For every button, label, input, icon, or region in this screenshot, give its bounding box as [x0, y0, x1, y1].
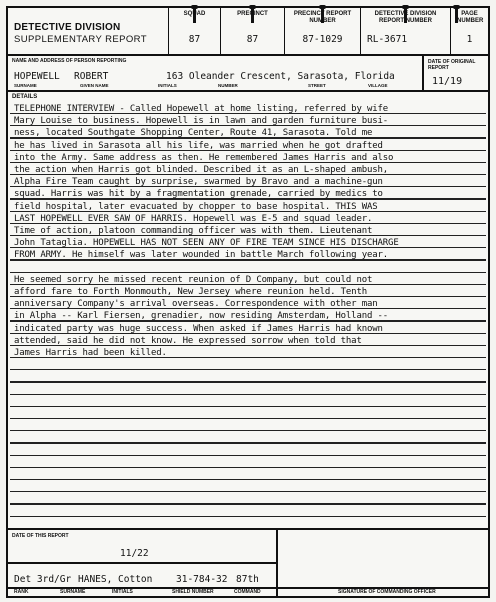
- ruled-line: [10, 503, 486, 504]
- ruled-line: [10, 406, 486, 407]
- ruled-line: [10, 381, 486, 382]
- narrative-line: LAST HOPEWELL EVER SAW OF HARRIS. Hopewell was E-5 and squad leader.: [14, 213, 373, 224]
- squad-cell: [168, 8, 220, 56]
- title-line-2: SUPPLEMENTARY REPORT: [14, 34, 147, 45]
- narrative-line: Alpha Fire Team caught by surprise, swarmed by Bravo and a machine-gun: [14, 177, 383, 188]
- dd-report-value: RL-3671: [367, 34, 408, 45]
- report-title: [14, 22, 147, 46]
- date-original-cell: [422, 56, 488, 92]
- sub-village: VILLAGE: [368, 83, 388, 88]
- page-cell: [450, 8, 488, 56]
- narrative-line: He seemed sorry he missed recent reunion of D Company, but could not: [14, 274, 373, 285]
- ruled-line: [10, 467, 486, 468]
- ruled-line: [10, 516, 486, 517]
- officer-shield: 31-784-32: [176, 574, 228, 585]
- precinct-cell: [220, 8, 284, 56]
- officer-rank: Det 3rd/Gr: [14, 574, 72, 585]
- sub-officer-initials: INITIALS: [112, 589, 133, 595]
- sub-initials: INITIALS: [158, 83, 177, 88]
- officer-command: 87th: [236, 574, 259, 585]
- title-line-1: DETECTIVE DIVISION: [14, 22, 121, 33]
- ruled-line: [10, 491, 486, 492]
- page-value: 1: [466, 34, 473, 45]
- precinct-report-label: PRECINCT REPORT NUMBER: [293, 11, 352, 24]
- narrative-line: Time of action, platoon commanding officer was with them. Lieutenant: [14, 226, 373, 236]
- person-given-name: ROBERT: [74, 71, 109, 82]
- squad-value: 87: [188, 34, 201, 45]
- narrative-line: ness, located Southgate Shopping Center, Route 41, Sarasota. Told me: [14, 128, 373, 139]
- person-row: [8, 65, 488, 92]
- ruled-line: [10, 394, 486, 395]
- officer-name: HANES, Cotton: [78, 574, 153, 585]
- precinct-report-value: 87-1029: [302, 34, 343, 45]
- narrative-line: TELEPHONE INTERVIEW - Called Hopewell at home listing, referred by wife: [14, 104, 389, 114]
- page-label: PAGE NUMBER: [457, 11, 484, 24]
- ruled-line: [10, 430, 486, 431]
- narrative-line: Mary Louise to business. Hopewell is in lawn and garden furniture busi-: [14, 116, 389, 127]
- ruled-line: [10, 369, 486, 370]
- ruled-line: [10, 455, 486, 456]
- report-header: [8, 8, 488, 56]
- narrative-line: field hospital, later evacuated by chopper to base hospital. THIS WAS: [14, 201, 378, 212]
- sub-officer-surname: SURNAME: [60, 589, 86, 595]
- narrative-line: indicated party was huge success. When asked if James Harris had known: [14, 323, 383, 334]
- squad-label: SQUAD: [183, 11, 206, 17]
- date-of-report-label: DATE OF THIS REPORT: [12, 533, 69, 539]
- footer-divider: [8, 562, 276, 564]
- dd-report-cell: [360, 8, 450, 56]
- narrative-line: James Harris had been killed.: [14, 348, 167, 358]
- date-original-label: DATE OF ORIGINAL REPORT: [428, 59, 476, 71]
- sub-command: COMMAND: [234, 589, 261, 595]
- ruled-line: [10, 272, 486, 273]
- person-section-label: NAME AND ADDRESS OF PERSON REPORTING: [12, 58, 127, 64]
- narrative-line: squad. Harris was hit by a fragmentation grenade, carried by medics to: [14, 189, 383, 200]
- narrative-line: he has lived in Sarasota all his life, was married when he got drafted: [14, 140, 383, 151]
- narrative-line: anniversary Company's arrival overseas. Correspondence with other man: [14, 299, 378, 310]
- precinct-report-cell: [284, 8, 360, 56]
- person-address: 163 Oleander Crescent, Sarasota, Florida: [166, 71, 395, 82]
- dd-report-label: DETECTIVE DIVISION REPORT NUMBER: [374, 11, 437, 24]
- narrative-line: the action when Harris got blinded. Described it as an L-shaped ambush,: [14, 165, 389, 175]
- narrative-line: John Tataglia. HOPEWELL HAS NOT SEEN ANY OF FIRE TEAM SINCE HIS DISCHARGE: [14, 238, 399, 249]
- date-of-report-value: 11/22: [120, 548, 149, 559]
- precinct-label: PRECINCT: [237, 11, 268, 17]
- ruled-line: [10, 442, 486, 443]
- ruled-line: [10, 418, 486, 419]
- precinct-value: 87: [246, 34, 259, 45]
- sub-surname: SURNAME: [14, 83, 37, 88]
- details-narrative: [10, 103, 486, 523]
- sub-shield-number: SHIELD NUMBER: [172, 589, 214, 595]
- narrative-line: FROM ARMY. He himself was later wounded in battle March following year.: [14, 250, 389, 261]
- report-footer: [8, 528, 488, 596]
- narrative-line: afford fare to Forth Monmouth, New Jersey where reunion held. Tenth: [14, 287, 367, 297]
- sub-rank: RANK: [14, 589, 29, 595]
- date-original-value: 11/19: [432, 76, 463, 87]
- narrative-line: attended, said he did not know. He expressed sorrow when told that: [14, 335, 362, 346]
- sub-given-name: GIVEN NAME: [80, 83, 109, 88]
- narrative-line: into the Army. Same address as then. He remembered James Harris and also: [14, 152, 394, 163]
- supplementary-report-form: [6, 6, 490, 598]
- footer-vertical-divider: [276, 530, 278, 598]
- person-surname: HOPEWELL: [14, 71, 60, 82]
- ruled-line: [10, 479, 486, 480]
- sub-signature: SIGNATURE OF COMMANDING OFFICER: [338, 589, 436, 595]
- details-label: DETAILS: [12, 94, 38, 100]
- narrative-line: in Alpha -- Karl Fiersen, grenadier, now residing Amsterdam, Holland --: [14, 311, 389, 322]
- sub-street: STREET: [308, 83, 326, 88]
- sub-number: NUMBER: [218, 83, 238, 88]
